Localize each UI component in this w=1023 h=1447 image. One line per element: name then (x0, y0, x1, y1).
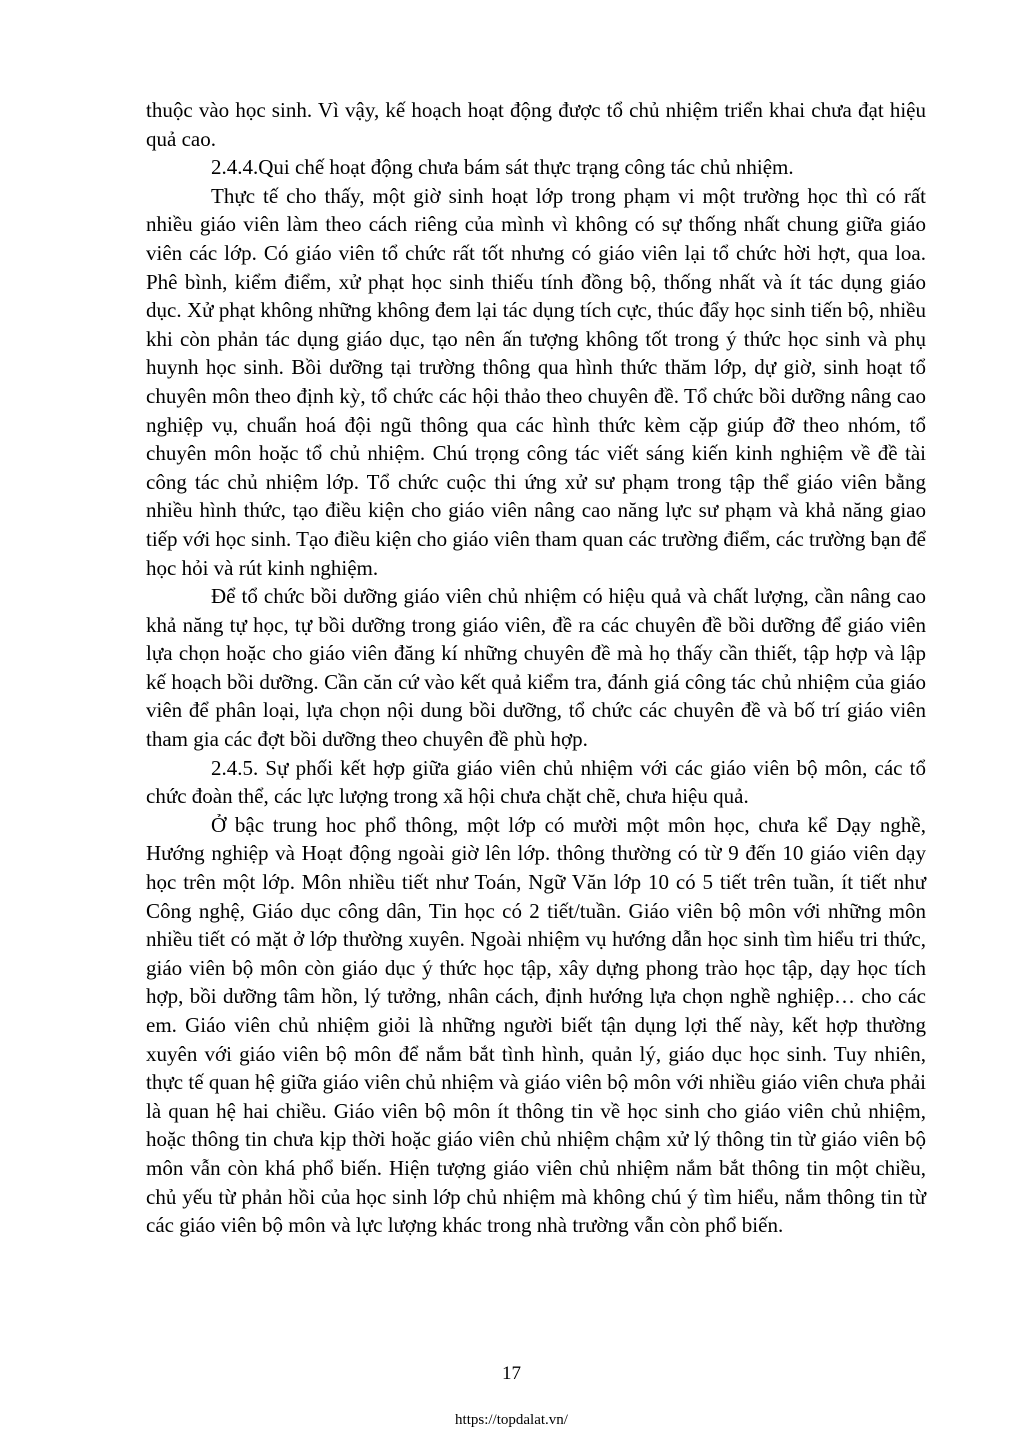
page-body (146, 96, 926, 1240)
paragraph-class-activity: Thực tế cho thấy, một giờ sinh hoạt lớp trong phạm vi một trường học thì có rất nhiều giáo viên làm theo cách riêng của mình vì không có sự thống nhất chung giữa giáo viên các lớp. Có giáo viên tổ chức rất tốt nhưng có giáo viên lại tổ chức hời hợt, qua loa. Phê bình, kiểm điểm, xử phạt học sinh thiếu tính đồng bộ, thống nhất và ít tác dụng giáo dục. Xử phạt không những không đem lại tác dụng tích cực, thúc đẩy học sinh tiến bộ, nhiều khi còn phản tác dụng giáo dục, tạo nên ấn tượng không tốt trong ý thức học sinh và phụ huynh học sinh. Bồi dưỡng tại trường thông qua hình thức thăm lớp, dự giờ, sinh hoạt tổ chuyên môn theo định kỳ, tổ chức các hội thảo theo chuyên đề. Tổ chức bồi dưỡng nâng cao nghiệp vụ, chuẩn hoá đội ngũ thông qua các hình thức kèm cặp giúp đỡ theo nhóm, tổ chuyên môn hoặc tổ chủ nhiệm. Chú trọng công tác viết sáng kiến kinh nghiệm về đề tài công tác chủ nhiệm lớp. Tổ chức cuộc thi ứng xử sư phạm trong tập thể giáo viên bằng nhiều hình thức, tạo điều kiện cho giáo viên nâng cao năng lực sư phạm và khả năng giao tiếp với học sinh. Tạo điều kiện cho giáo viên tham quan các trường điểm, các trường bạn để học hỏi và rút kinh nghiệm. (146, 183, 926, 580)
paragraph-subject-teachers: Ở bậc trung hoc phổ thông, một lớp có mười một môn học, chưa kể Dạy nghề, Hướng nghiệp và Hoạt động ngoài giờ lên lớp. thông thường có từ 9 đến 10 giáo viên dạy học trên một lớp. Môn nhiều tiết như Toán, Ngữ Văn lớp 10 có 5 tiết trên tuần, ít tiết như Công nghệ, Giáo dục công dân, Tin học có 2 tiết/tuần. Giáo viên bộ môn với những môn nhiều tiết có mặt ở lớp thường xuyên. Ngoài nhiệm vụ hướng dẫn học sinh tìm hiểu tri thức, giáo viên bộ môn còn giáo dục ý thức học tập, xây dựng phong trào học tập, dạy học tích hợp, bồi dưỡng tâm hồn, lý tưởng, nhân cách, định hướng lựa chọn nghề nghiệp… cho các em. Giáo viên chủ nhiệm giỏi là những người biết tận dụng lợi thế này, kết hợp thường xuyên với giáo viên bộ môn để nắm bắt tình hình, quản lý, giáo dục học sinh. Tuy nhiên, thực tế quan hệ giữa giáo viên chủ nhiệm và giáo viên bộ môn với nhiều giáo viên chưa phải là quan hệ hai chiều. Giáo viên bộ môn ít thông tin về học sinh cho giáo viên chủ nhiệm, hoặc thông tin chưa kịp thời hoặc giáo viên chủ nhiệm chậm xử lý thông tin từ giáo viên bộ môn vẫn còn khá phổ biến. Hiện tượng giáo viên chủ nhiệm nắm bắt thông tin một chiều, chủ yếu từ phản hồi của học sinh lớp chủ nhiệm mà không chú ý tìm hiểu, nắm thông tin từ các giáo viên bộ môn và lực lượng khác trong nhà trường vẫn còn phổ biến. (146, 812, 926, 1238)
paragraph-teacher-training: Để tổ chức bồi dưỡng giáo viên chủ nhiệm có hiệu quả và chất lượng, cần nâng cao khả năng tự học, tự bồi dưỡng trong giáo viên, đề ra các chuyên đề bồi dưỡng để giáo viên lựa chọn hoặc cho giáo viên đăng kí những chuyên đề mà họ thấy cần thiết, tập hợp và lập kế hoạch bồi dưỡng. Cần căn cứ vào kết quả kiểm tra, đánh giá công tác chủ nhiệm của giáo viên để phân loại, lựa chọn nội dung bồi dưỡng, tổ chức các chuyên đề và bố trí giáo viên tham gia các đợt bồi dưỡng theo chuyên đề phù hợp. (146, 584, 926, 752)
section-heading-2-4-5: 2.4.5. Sự phối kết hợp giữa giáo viên chủ nhiệm với các giáo viên bộ môn, các tổ chức đoàn thể, các lực lượng trong xã hội chưa chặt chẽ, chưa hiệu quả. (146, 755, 926, 809)
paragraph-continuation: thuộc vào học sinh. Vì vậy, kế hoạch hoạt động được tổ chủ nhiệm triển khai chưa đạt hiệu quả cao. (146, 98, 926, 151)
source-url: https://topdalat.vn/ (455, 1412, 568, 1428)
page-number: 17 (502, 1363, 521, 1384)
section-heading-2-4-4: 2.4.4.Qui chế hoạt động chưa bám sát thực trạng công tác chủ nhiệm. (211, 155, 794, 180)
